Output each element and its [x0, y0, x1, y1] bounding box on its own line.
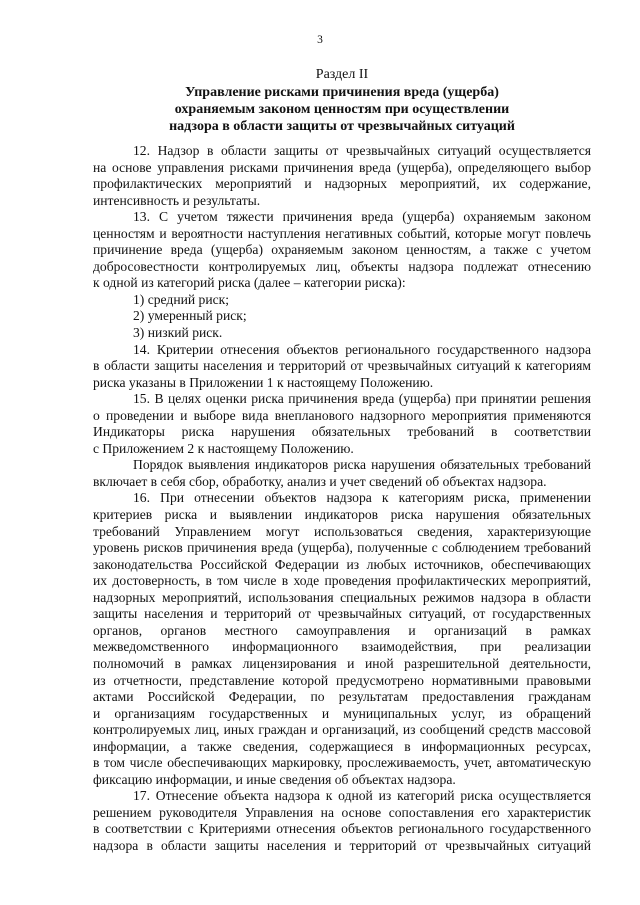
section-header	[92, 66, 592, 135]
text-line: 15. В целях оценки риска причинения вреда (ущерба) при принятии решения	[133, 391, 591, 407]
text-line: профилактических мероприятий и надзорных мероприятий, их содержание,	[93, 176, 591, 192]
text-line: контролируемых лиц, иных граждан и организаций, из сообщений средств массовой	[93, 722, 591, 738]
text-line: ценностям и вероятности наступления негативных событий, которые могут повлечь	[93, 225, 591, 241]
text-line: уровень рисков причинения вреда (ущерба), полученные с соблюдением требований	[93, 540, 591, 556]
text-line: информации, а также сведения, содержащиеся в информационных ресурсах,	[93, 738, 591, 754]
text-line: и организациям государственных и муниципальных услуг, из обращений	[93, 705, 591, 721]
text-line: причинение вреда (ущерба) охраняемым законом ценностям, а также с учетом	[93, 242, 591, 258]
text-line: фиксацию информации, и иные сведения об объектах надзора.	[93, 771, 456, 787]
text-line: добросовестности контролируемых лиц, объекты надзора подлежат отнесению	[93, 258, 591, 274]
text-line: решением руководителя Управления на основе сопоставления его характеристик	[93, 804, 591, 820]
text-line: законодательства Российской Федерации из любых источников, обеспечивающих	[93, 556, 591, 572]
text-line: интенсивность и результаты.	[93, 192, 261, 208]
text-line: надзорных мероприятий, использования специальных режимов надзора в области	[93, 589, 591, 605]
text-line: из отчетности, представление которой предусмотрено нормативными правовыми	[93, 672, 591, 688]
text-line: на основе управления рисками причинения вреда (ущерба), определяющего выбор	[93, 159, 591, 175]
text-line: 2) умеренный риск;	[133, 308, 247, 324]
text-line: требований Управлением могут использоваться сведения, характеризующие	[93, 523, 591, 539]
text-line: их достоверность, в том числе в ходе проведения профилактических мероприятий,	[93, 573, 591, 589]
text-line: в соответствии с Критериями отнесения объектов регионального государственного	[93, 821, 591, 837]
text-line: к одной из категорий риска (далее – категории риска):	[93, 275, 406, 291]
text-line: надзора в области защиты населения и территорий от чрезвычайных ситуаций	[93, 837, 591, 853]
text-line: актами Российской Федерации, по результатам предоставления гражданам	[93, 689, 591, 705]
text-line: в области защиты населения и территорий от чрезвычайных ситуаций к категориям	[93, 358, 591, 374]
text-line: 3) низкий риск.	[133, 325, 223, 341]
text-line: 17. Отнесение объекта надзора к одной из категорий риска осуществляется	[133, 788, 591, 804]
section-label: Раздел II	[315, 67, 369, 82]
text-line: с Приложением 2 к настоящему Положению.	[93, 440, 354, 456]
section-title-line: Управление рисками причинения вреда (ущерба)	[185, 85, 499, 100]
text-line: 13. С учетом тяжести причинения вреда (ущерба) охраняемым законом	[133, 209, 591, 225]
text-line: 16. При отнесении объектов надзора к категориям риска, применении	[133, 490, 591, 506]
text-line: критериев риска и выявлении индикаторов риска нарушения обязательных	[93, 507, 591, 523]
document-body	[93, 143, 591, 855]
text-line: 14. Критерии отнесения объектов регионального государственного надзора	[133, 341, 591, 357]
text-line: 12. Надзор в области защиты от чрезвычайных ситуаций осуществляется	[133, 143, 591, 158]
text-line: межведомственного информационного взаимодействия, при реализации	[93, 639, 591, 655]
text-line: включает в себя сбор, обработку, анализ и учет сведений об объектах надзора.	[93, 473, 547, 489]
text-line: органов, органов местного самоуправления и организаций в рамках	[93, 622, 591, 638]
text-line: в том числе обеспечивающих маркировку, прослеживаемость, учет, автоматическую	[93, 755, 591, 771]
text-line: Порядок выявления индикаторов риска нарушения обязательных требований	[133, 457, 591, 473]
section-title-line: охраняемым законом ценностям при осуществлении	[174, 102, 510, 117]
page-number: 3	[317, 34, 323, 46]
text-line: защиты населения и территорий от чрезвычайных ситуаций, от государственных	[93, 606, 591, 622]
section-title-line: надзора в области защиты от чрезвычайных ситуаций	[169, 119, 515, 134]
text-line: полномочий в рамках лицензирования и иной разрешительной деятельности,	[93, 655, 591, 671]
text-line: риска указаны в Приложении 1 к настоящему Положению.	[93, 374, 434, 390]
text-line: 1) средний риск;	[133, 291, 230, 307]
text-line: Индикаторы риска нарушения обязательных требований в соответствии	[93, 424, 591, 440]
text-line: о проведении и выборе вида внепланового надзорного мероприятия применяются	[93, 407, 591, 423]
